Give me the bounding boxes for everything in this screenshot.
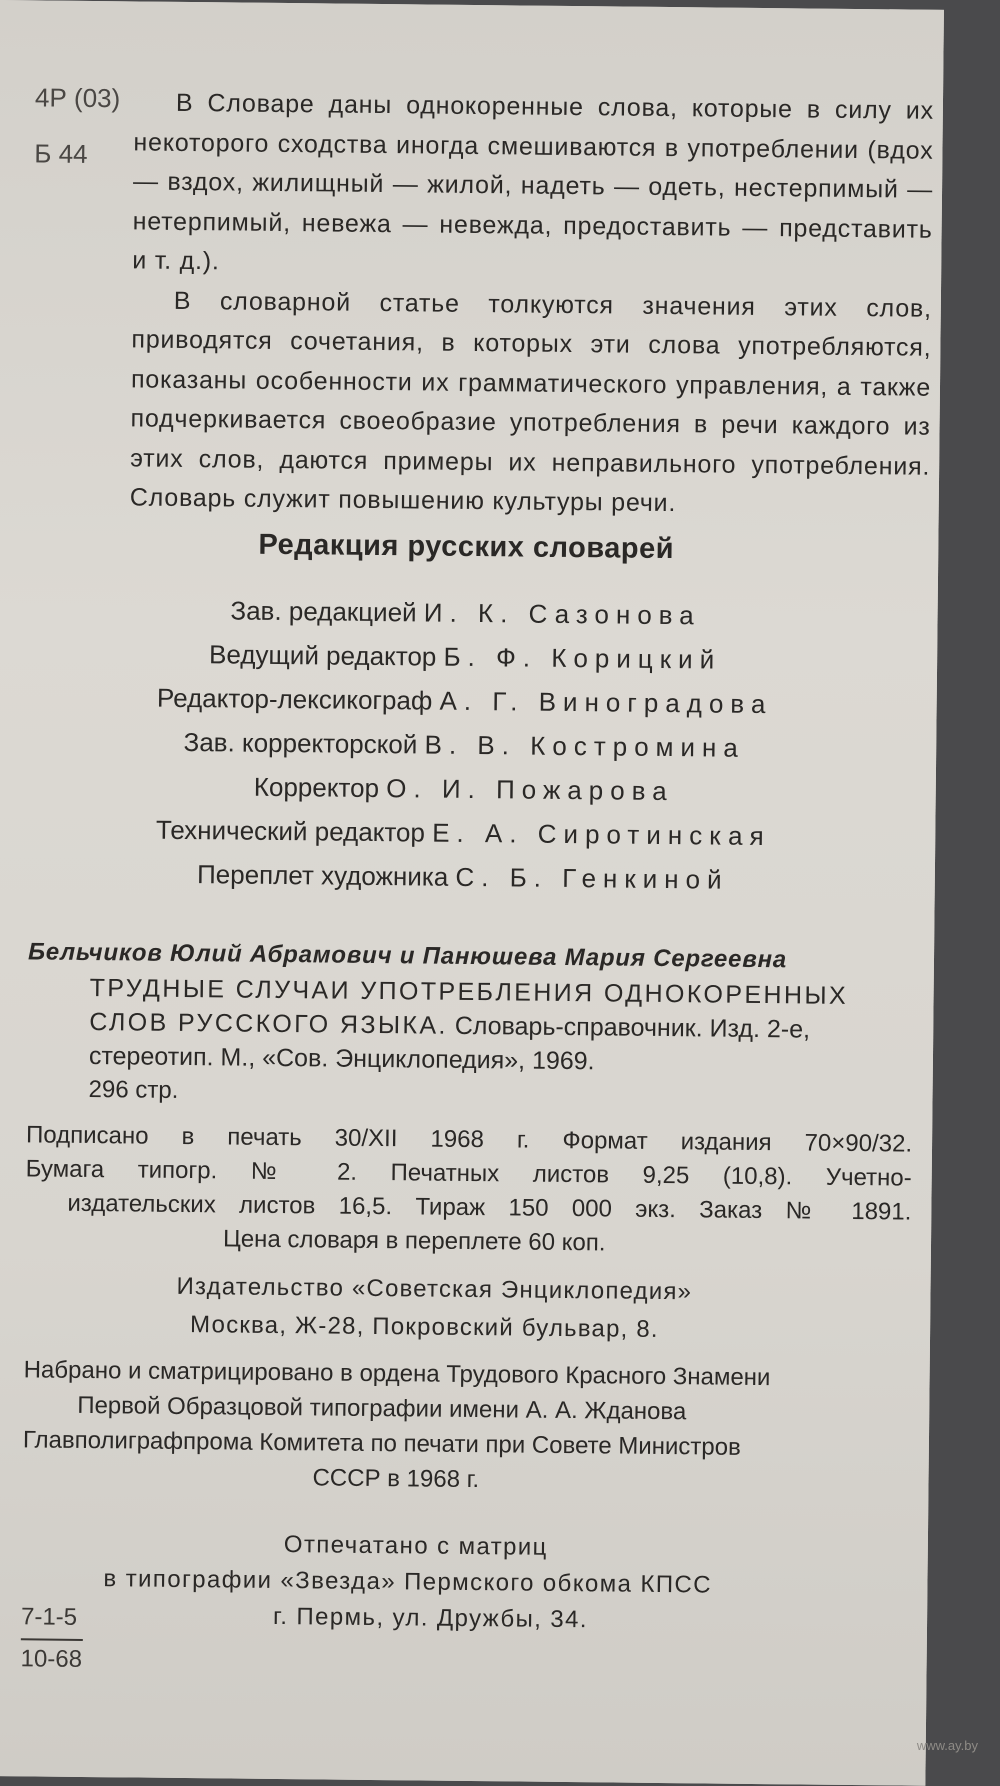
udc-code: 4Р (03) <box>34 82 121 114</box>
staff-list <box>0 586 938 904</box>
editorial-office-heading: Редакция русских словарей <box>258 528 675 566</box>
book-title: ТРУДНЫЕ СЛУЧАИ УПОТРЕБЛЕНИЯ ОДНОКОРЕННЫХ СЛОВ РУССКОГО ЯЗЫКА. <box>89 973 849 1040</box>
page-count: 296 стр. <box>88 1075 179 1104</box>
staff-role: Зав. редакцией <box>230 595 417 628</box>
imprint-line: издательских листов 16,5. Тираж 150 000 экз. Заказ № 1891. <box>67 1189 912 1226</box>
staff-role: Редактор-лексикограф <box>156 682 433 716</box>
typesetting-info <box>22 1352 944 1502</box>
printing-line: Отпечатано с матриц <box>283 1531 548 1561</box>
staff-name: Е. А. Сиротинская <box>432 817 771 852</box>
staff-name: В. В. Костромина <box>424 729 745 763</box>
staff-role: Корректор <box>253 771 380 804</box>
typesetting-line: Первой Образцовой типографии имени А. А. Жданова <box>77 1391 687 1426</box>
watermark: www.ay.by <box>916 1738 978 1753</box>
imprint-line: Бумага типогр. № 2. Печатных листов 9,25 (10,8). Учетно- <box>25 1155 912 1192</box>
code-denominator: 10-68 <box>20 1645 83 1673</box>
annotation <box>130 83 935 526</box>
annotation-paragraph-1: В Словаре даны однокоренные слова, которые в силу их некоторого сходства иногда смешиваются в употреблении (вдох — вздох, жилищный — жилой, надеть — одеть, нестерпимый — нетерпимый, невежа — невежда, предоставить — представить и т. д.). <box>132 88 935 276</box>
catalog-code: Б 44 <box>34 138 88 169</box>
imprint-line: Подписано в печать 30/XII 1968 г. Формат издания 70×90/32. <box>25 1121 913 1158</box>
publisher-name: Издательство «Советская Энциклопедия» <box>176 1272 693 1306</box>
publisher <box>176 1268 692 1349</box>
edition-info: Изд. 2-е, стереотип. М., «Сов. Энциклопедия», 1969. <box>88 1014 811 1076</box>
typesetting-line: СССР в 1968 г. <box>312 1464 480 1494</box>
fraction-bar <box>21 1638 83 1641</box>
book-title-block <box>89 971 908 1082</box>
printing-info <box>103 1525 884 1641</box>
staff-role: Зав. корректорской <box>183 726 418 760</box>
imprint-data <box>25 1118 912 1263</box>
annotation-paragraph-2: В словарной статье толкуются значения этих слов, приводятся сочетания, в которых эти слова употребляются, показаны особенности их грамматического управления, а также подчеркивается своеобразие употребления в речи каждого из этих слов, даются примеры их неправильного употребления. Словарь служит повышению культуры речи. <box>129 286 932 518</box>
staff-role: Переплет художника <box>196 859 449 892</box>
print-codes <box>20 1600 83 1677</box>
authors: Бельчиков Юлий Абрамович и Панюшева Мария Сергеевна <box>27 938 788 974</box>
staff-row <box>0 850 935 904</box>
staff-role: Технический редактор <box>155 814 426 848</box>
printing-line: в типографии «Звезда» Пермского обкома КПСС <box>103 1565 713 1599</box>
imprint-price: Цена словаря в переплете 60 коп. <box>222 1225 606 1257</box>
printing-line: г. Пермь, ул. Дружбы, 34. <box>272 1602 589 1634</box>
code-numerator: 7-1-5 <box>20 1603 78 1631</box>
publisher-address: Москва, Ж-28, Покровский бульвар, 8. <box>189 1311 659 1343</box>
staff-name: А. Г. Виноградова <box>439 685 773 720</box>
bibliographic-record <box>26 934 908 1115</box>
staff-name: Б. Ф. Корицкий <box>443 641 722 675</box>
staff-role: Ведущий редактор <box>208 639 437 672</box>
typesetting-line: Набрано и сматрицировано в ордена Трудового Красного Знамени <box>23 1356 771 1392</box>
book-subtitle: Словарь-справочник. <box>454 1011 703 1043</box>
staff-name: О. И. Пожарова <box>386 773 674 807</box>
staff-name: И. К. Сазонова <box>423 597 701 631</box>
typesetting-line: Главполиграфпрома Комитета по печати при Совете Министров <box>22 1426 741 1461</box>
staff-name: С. Б. Генкиной <box>455 861 729 895</box>
